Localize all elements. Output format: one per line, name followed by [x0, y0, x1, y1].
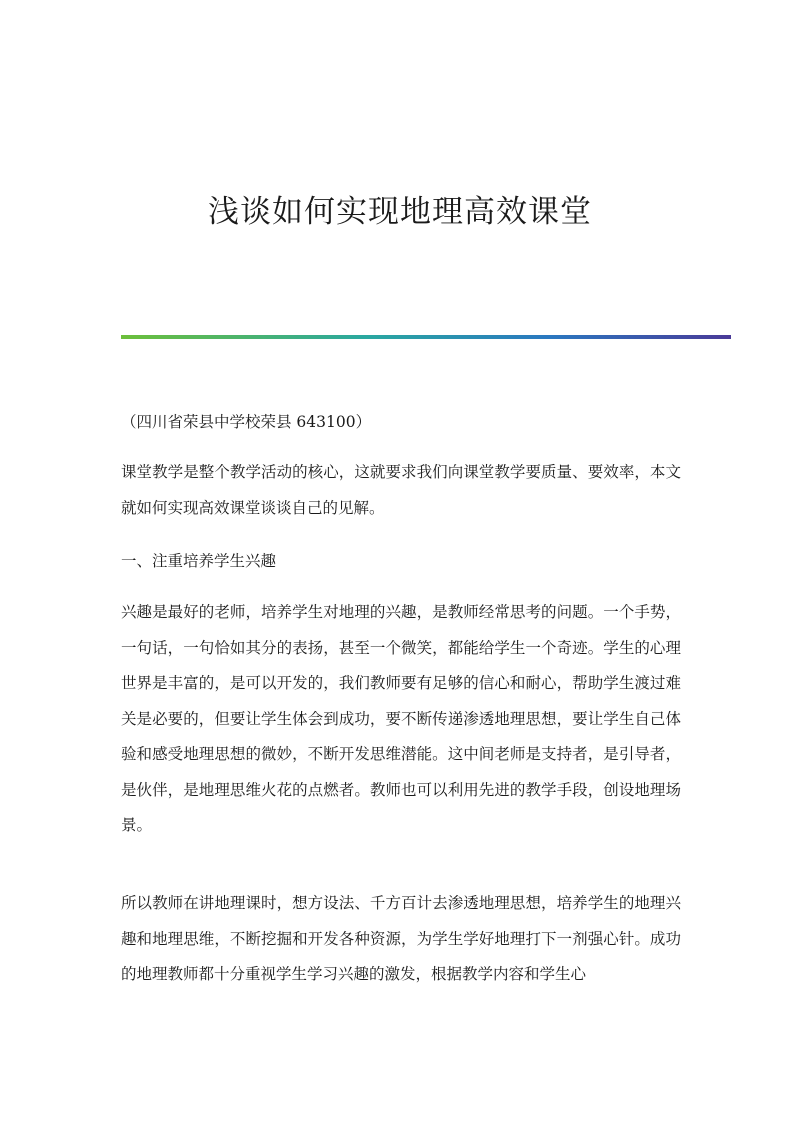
- body-paragraph: 所以教师在讲地理课时，想方设法、千方百计去渗透地理思想，培养学生的地理兴趣和地理思维，不断挖掘和开发各种资源，为学生学好地理打下一剂强心针。成功的地理教师都十分重视学生学习兴趣的激发，根据教学内容和学生心: [121, 894, 681, 983]
- section-heading: 一、注重培养学生兴趣: [121, 552, 277, 570]
- document-title: 浅谈如何实现地理高效课堂: [208, 194, 592, 230]
- title-divider: [121, 335, 731, 339]
- intro-paragraph: 课堂教学是整个教学活动的核心，这就要求我们向课堂教学要质量、要效率，本文就如何实现高效课堂谈谈自己的见解。: [121, 463, 681, 517]
- author-affiliation: （四川省荣县中学校荣县 643100）: [121, 413, 372, 431]
- body-paragraph: 兴趣是最好的老师，培养学生对地理的兴趣，是教师经常思考的问题。一个手势，一句话，一句恰如其分的表扬，甚至一个微笑，都能给学生一个奇迹。学生的心理世界是丰富的，是可以开发的，我们教师要有足够的信心和耐心，帮助学生渡过难关是必要的，但要让学生体会到成功，要不断传递渗透地理思想，要让学生自己体验和感受地理思想的微妙，不断开发思维潜能。这中间老师是支持者，是引导者，是伙伴，是地理思维火花的点燃者。教师也可以利用先进的教学手段，创设地理场景。: [121, 603, 681, 834]
